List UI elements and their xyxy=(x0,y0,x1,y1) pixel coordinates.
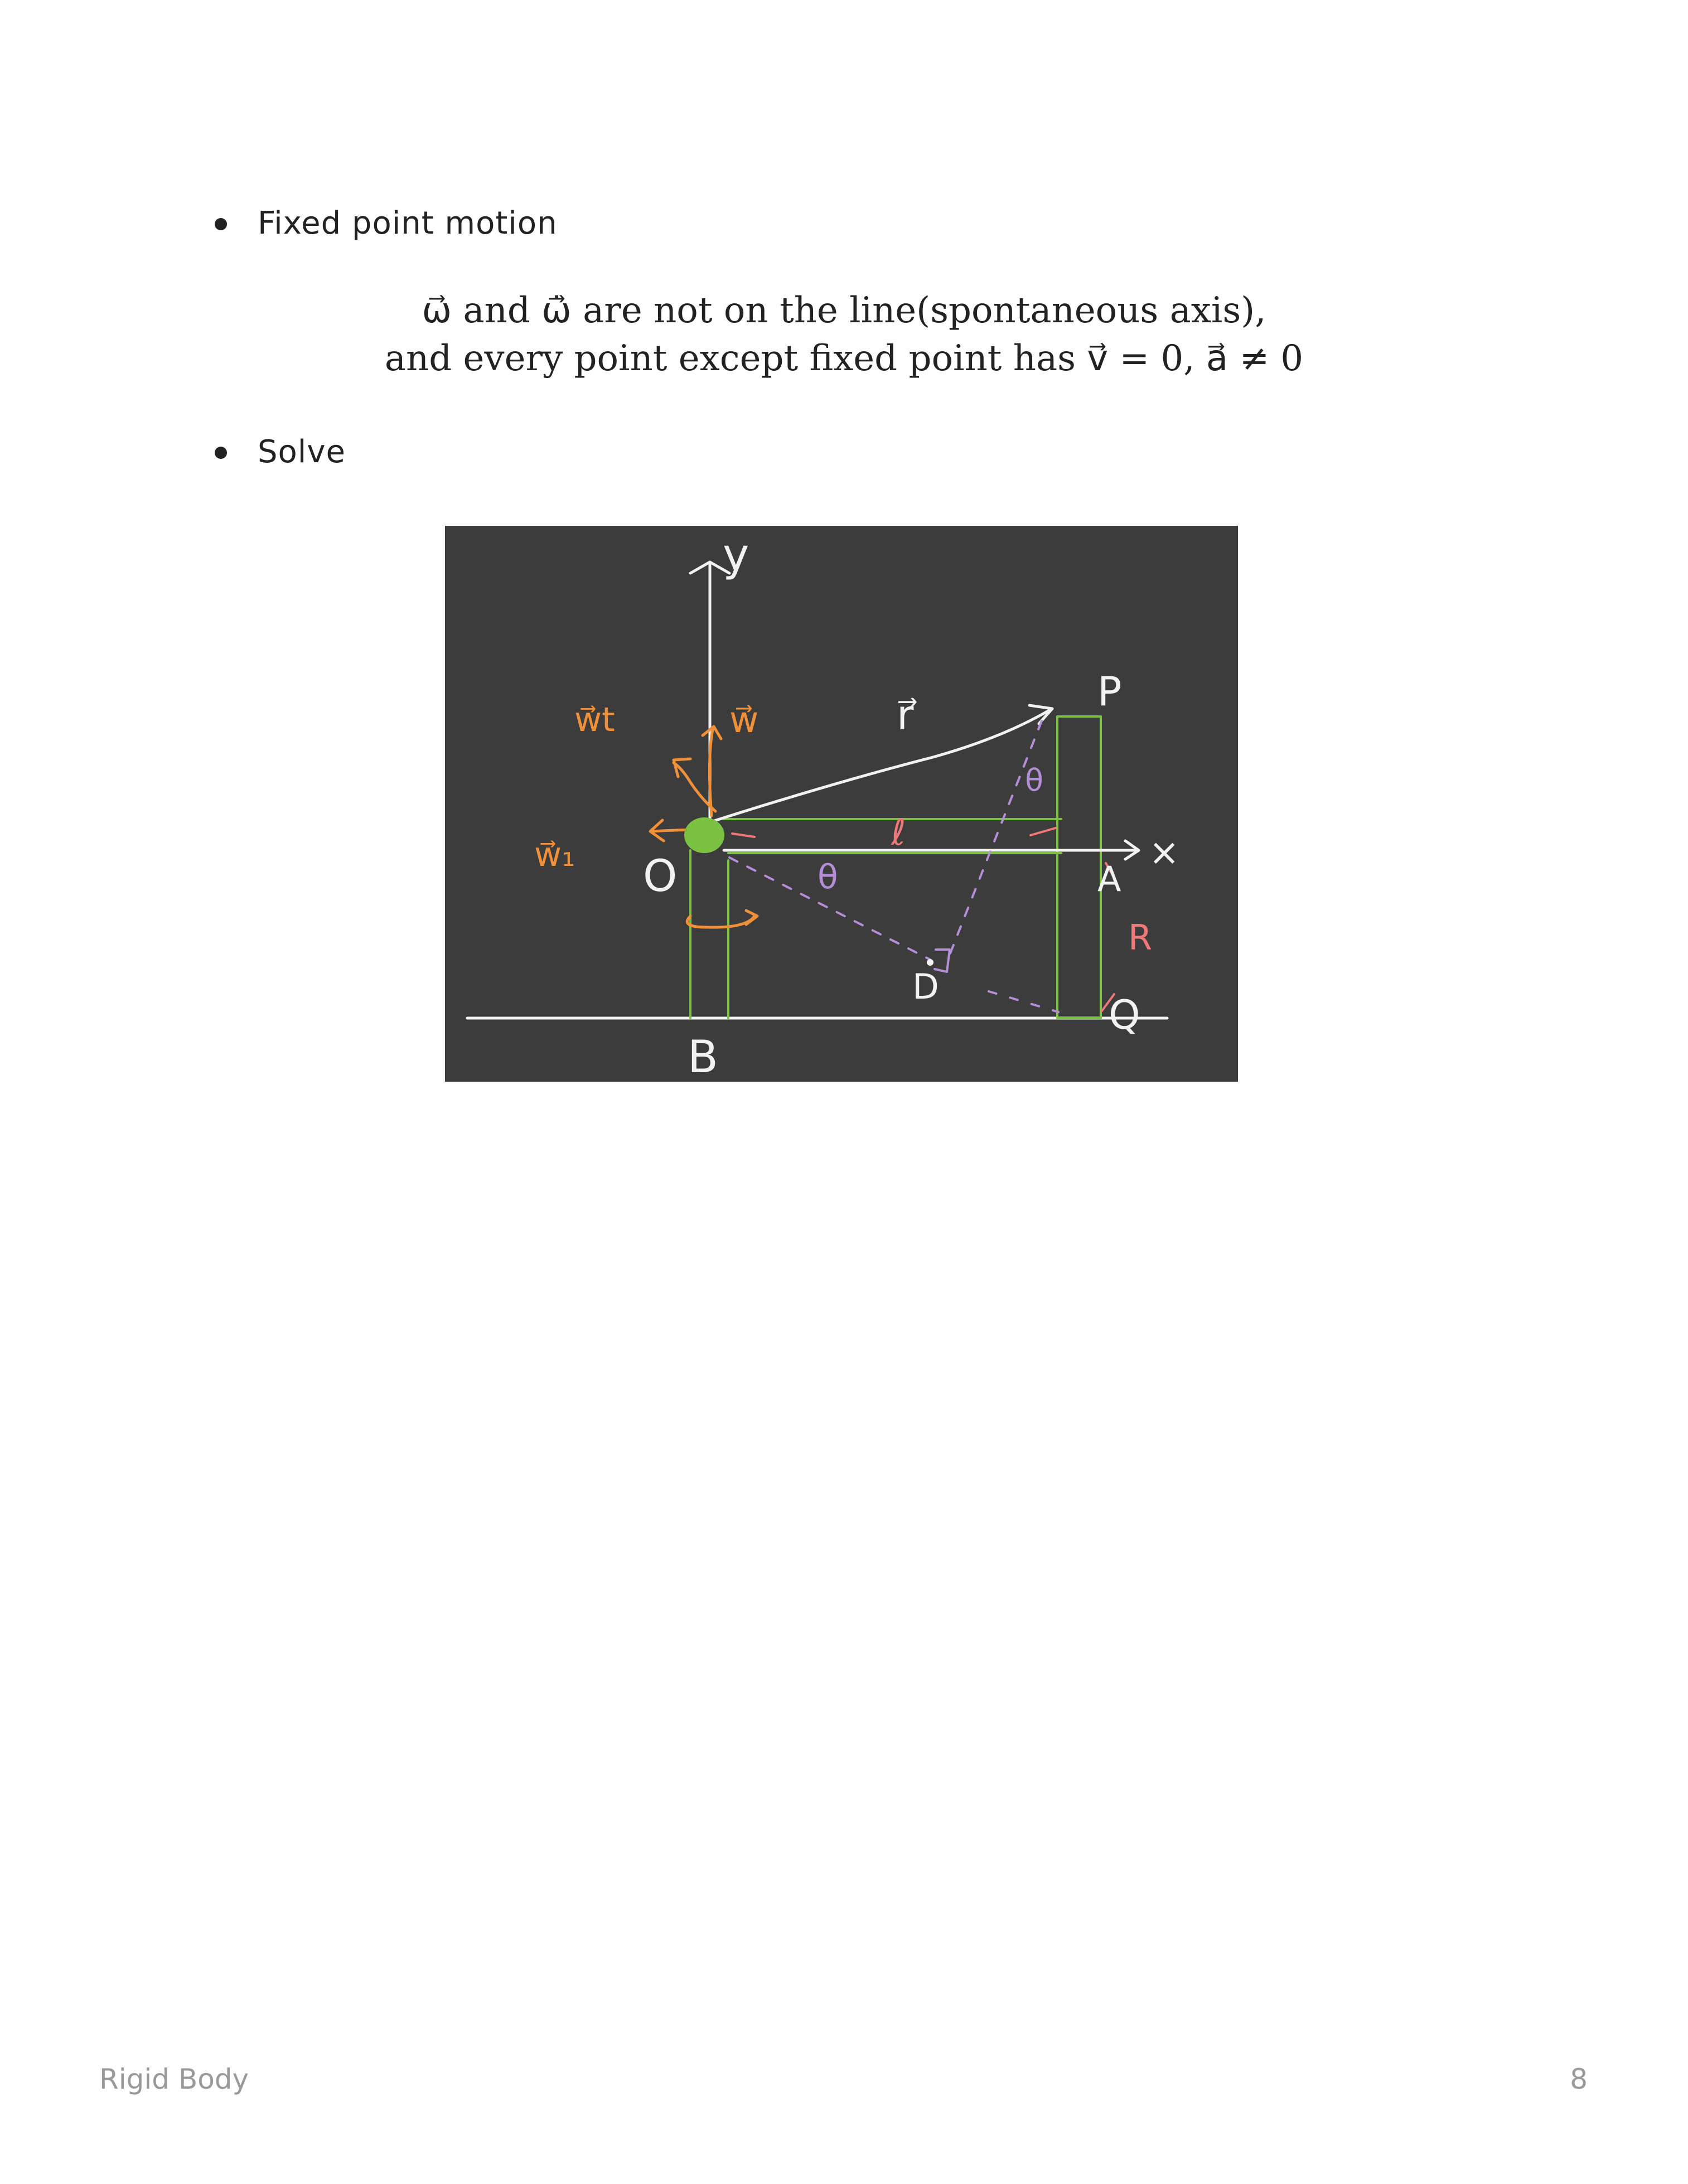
label-q: Q xyxy=(1109,991,1140,1038)
x-axis xyxy=(724,841,1139,859)
label-theta-bottom: θ xyxy=(818,858,838,897)
point-d-dot xyxy=(927,959,934,966)
dashed-to-q xyxy=(989,991,1058,1012)
label-theta-top: θ xyxy=(1025,763,1044,798)
label-y: y xyxy=(723,529,749,581)
label-l: ℓ xyxy=(891,812,906,854)
handwritten-diagram xyxy=(445,526,1238,1082)
footer-title: Rigid Body xyxy=(99,2063,249,2095)
label-a: A xyxy=(1097,859,1121,899)
label-omega-1: w⃗₁ xyxy=(534,835,575,874)
label-r-vector: r⃗ xyxy=(897,691,914,739)
bullet-text: Solve xyxy=(258,434,346,470)
math-line-1: ω⃗ and ω̇⃗ are not on the line(spontaneous axis), xyxy=(422,290,1266,331)
label-b: B xyxy=(688,1031,718,1082)
purple-dashed-lines xyxy=(729,721,1042,962)
bullet-dot xyxy=(215,218,227,230)
label-d: D xyxy=(912,966,939,1007)
label-o: O xyxy=(643,851,678,902)
page-number: 8 xyxy=(1570,2063,1588,2095)
bullet-text: Fixed point motion xyxy=(258,205,558,241)
label-r-length: R xyxy=(1128,917,1153,958)
diagram-canvas xyxy=(445,526,1238,1082)
label-omega: w⃗ xyxy=(729,700,759,741)
label-omega-t: w⃗t xyxy=(574,700,615,739)
label-p: P xyxy=(1097,668,1122,715)
green-frame xyxy=(690,716,1101,1018)
math-line-2: and every point except fixed point has v⃗ = 0, a⃗ ≠ 0 xyxy=(384,338,1304,379)
r-vector xyxy=(713,705,1052,821)
label-x: × xyxy=(1149,831,1180,874)
bullet-dot xyxy=(215,447,227,459)
fixed-point-o xyxy=(684,817,724,853)
